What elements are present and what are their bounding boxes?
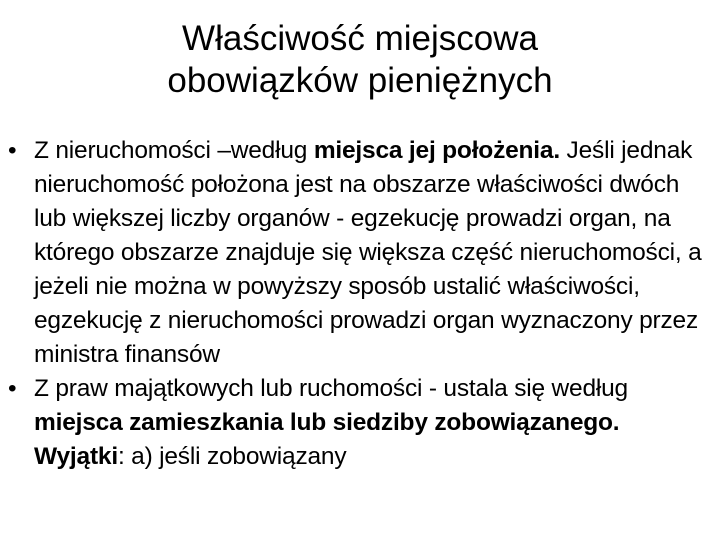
bullet-2-text-before: Z praw majątkowych lub ruchomości - ustala się według xyxy=(34,375,628,402)
slide-title-line-1: Właściwość miejscowa xyxy=(182,19,538,58)
slide-title xyxy=(60,18,660,102)
bullet-point-icon: • xyxy=(8,375,17,402)
bullet-1-text-after: Jeśli jednak nieruchomość położona jest na obszarze właściwości dwóch lub większej liczby organów - egzekucję prowadzi organ, na którego obszarze znajduje się większa część nieruchomości, a jeżeli nie można w powyższy sposób ustalić właściwości, egzekucję z nieruchomości prowadzi organ wyznaczony przez ministra finansów xyxy=(34,137,702,368)
bullet-point-icon: • xyxy=(8,137,17,164)
slide-title-line-2: obowiązków pieniężnych xyxy=(167,61,553,100)
bullet-list xyxy=(0,134,716,474)
bullet-1-text-before: Z nieruchomości –według xyxy=(34,137,314,164)
bullet-1-bold-text: miejsca jej położenia. xyxy=(313,137,560,164)
bullet-2-bold-text: miejsca zamieszkania lub siedziby zobowiązanego. Wyjątki xyxy=(34,409,620,470)
bullet-2-text-after: : a) jeśli zobowiązany xyxy=(117,443,347,470)
bullet-item-property-rights xyxy=(0,372,716,474)
bullet-item-real-estate xyxy=(0,134,716,372)
